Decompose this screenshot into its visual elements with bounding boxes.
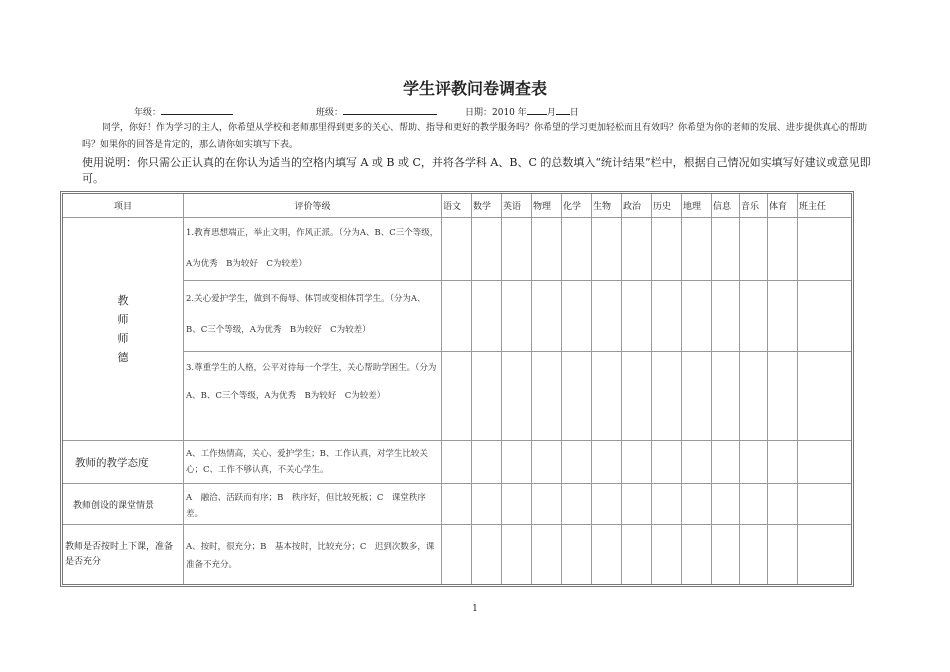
teaching-attitude-criterion: A、工作热情高，关心、爱护学生；B、工作认真，对学生比较关心；C、工作不够认真，不关心学生。 <box>186 449 428 475</box>
date-prefix: 日期：2010 年 <box>465 108 527 118</box>
column-rule <box>797 194 798 584</box>
teacher-ethics-char: 教 <box>117 294 129 307</box>
header-item: 项目 <box>113 202 132 212</box>
header-subject-music: 音乐 <box>741 202 760 212</box>
punctuality-label: 教师是否按时上下课，准备是否充分 <box>65 541 174 567</box>
class-field <box>316 105 437 118</box>
column-rule <box>501 194 502 584</box>
punctuality-criterion: A、按时，很充分；B 基本按时，比较充分；C 迟到次数多，课准备不充分。 <box>186 542 435 570</box>
header-subject-geography: 地理 <box>683 202 702 212</box>
class-blank[interactable] <box>343 105 437 115</box>
header-subject-math: 数学 <box>473 202 492 212</box>
header-rating: 评价等级 <box>294 202 331 212</box>
column-rule <box>591 194 592 584</box>
intro-paragraph: 同学，你好！作为学习的主人，你希望从学校和老师那里得到更多的关心、帮助、指导和更好的教学服务吗？你希望的学习更加轻松而且有效吗？你希望为你的老师的发展、进步提供真心的帮助吗？如果你的回答是肯定的，那么请你如实填写下表。 <box>82 123 868 150</box>
ethics-criterion-1: 1.教育思想端正，举止文明，作风正派。（分为A、B、C三个等级，A为优秀 B为较好 C为较差） <box>186 228 439 269</box>
teacher-ethics-char: 德 <box>117 351 129 364</box>
column-rule <box>651 194 652 584</box>
date-field <box>465 105 579 118</box>
column-rule <box>739 194 740 584</box>
grade-field <box>134 105 233 118</box>
teacher-ethics-char: 师 <box>117 332 129 345</box>
column-rule <box>471 194 472 584</box>
page-number: 1 <box>472 604 478 614</box>
header-subject-politics: 政治 <box>623 202 642 212</box>
header-subject-pe: 体育 <box>769 202 788 212</box>
column-rule <box>621 194 622 584</box>
grade-blank[interactable] <box>161 105 233 115</box>
evaluation-table <box>60 191 854 587</box>
day-blank[interactable] <box>556 105 570 115</box>
column-rule <box>561 194 562 584</box>
column-rule <box>711 194 712 584</box>
header-subject-chinese: 语文 <box>443 202 462 212</box>
column-rule <box>531 194 532 584</box>
teacher-ethics-char: 师 <box>117 313 129 326</box>
header-subject-chemistry: 化学 <box>563 202 582 212</box>
header-subject-headteacher: 班主任 <box>799 202 827 212</box>
header-subject-english: 英语 <box>503 202 522 212</box>
ethics-criterion-3: 3.尊重学生的人格，公平对待每一个学生，关心帮助学困生。（分为A、B、C三个等级，A为优秀 B为较好 C为较差） <box>186 363 437 401</box>
classroom-scenario-criterion: A 融洽、活跃而有序；B 秩序好，但比较死板；C 课堂秩序差。 <box>186 493 426 519</box>
header-subject-biology: 生物 <box>593 202 612 212</box>
header-subject-physics: 物理 <box>533 202 552 212</box>
class-label: 班级： <box>316 108 344 118</box>
month-label: 月 <box>546 108 556 118</box>
teacher-ethics-label <box>63 218 183 440</box>
month-blank[interactable] <box>527 105 547 115</box>
column-rule <box>441 194 442 584</box>
grade-label: 年级： <box>134 108 162 118</box>
day-label: 日 <box>569 108 579 118</box>
page-title: 学生评教问卷调查表 <box>402 79 547 98</box>
header-subject-it: 信息 <box>713 202 732 212</box>
teaching-attitude-label: 教师的教学态度 <box>75 456 149 469</box>
header-subject-history: 历史 <box>653 202 672 212</box>
classroom-scenario-label: 教师创设的课堂情景 <box>73 500 155 511</box>
column-rule <box>681 194 682 584</box>
column-rule <box>767 194 768 584</box>
usage-instructions: 使用说明：你只需公正认真的在你认为适当的空格内填写 A 或 B 或 C，并将各学科 A、B、C 的总数填入“统计结果”栏中，根据自己情况如实填写好建议或意见即可。 <box>82 156 871 185</box>
ethics-criterion-2: 2.关心爱护学生，做到不侮辱、体罚或变相体罚学生。（分为A、B、C三个等级，A为优秀 B为较好 C为较差） <box>186 294 426 335</box>
